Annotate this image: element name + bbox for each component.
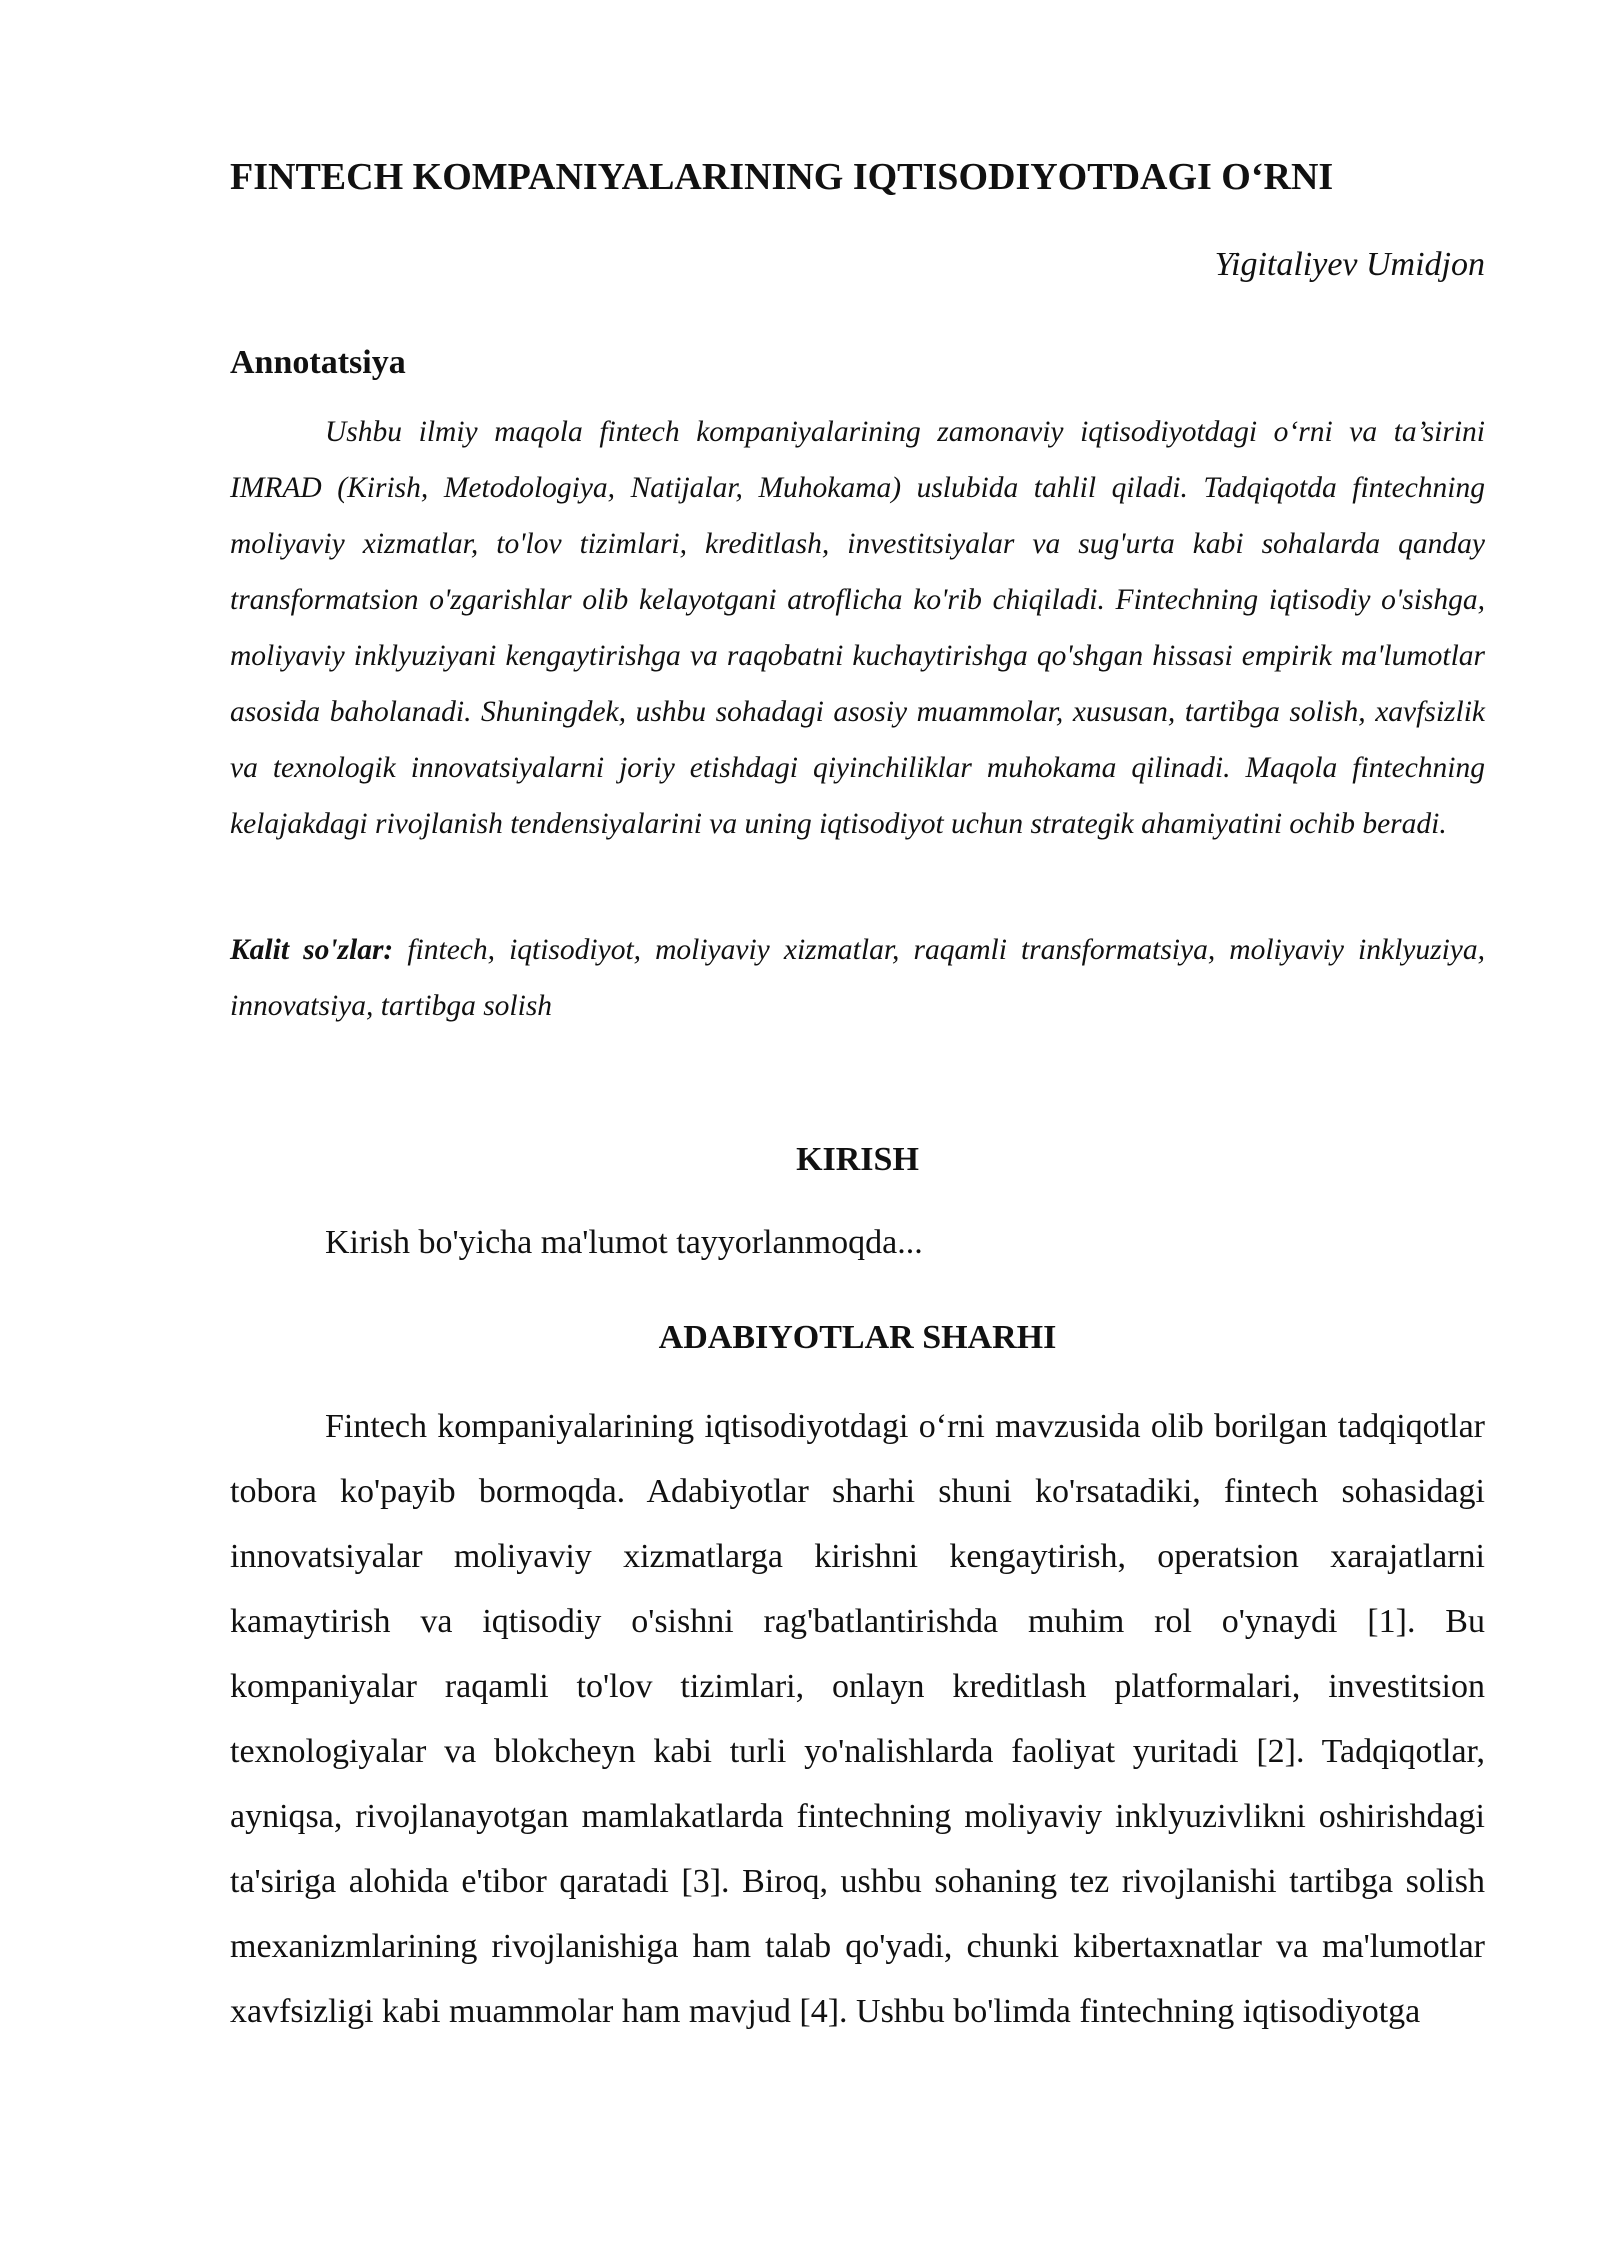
section-heading-kirish: KIRISH	[796, 1141, 919, 1178]
annotation-text: Ushbu ilmiy maqola fintech kompaniyalarining zamonaviy iqtisodiyotdagi o‘rni va ta’sirini IMRAD (Kirish, Metodologiya, Natijalar, Muhokama) uslubida tahlil qiladi. Tadqiqotda fintechning moliyaviy xizmatlar, to'lov tizimlari, kreditlash, investitsiyalar va sug'urta kabi sohalarda qanday transformatsion o'zgarishlar olib kelayotgani atroflicha ko'rib chiqiladi. Fintechning iqtisodiy o'sishga, moliyaviy inklyuziyani kengaytirishga va raqobatni kuchaytirishga qo'shgan hissasi empirik ma'lumotlar asosida baholanadi. Shuningdek, ushbu sohadagi asosiy muammolar, xususan, tartibga solish, xavfsizlik va texnologik innovatsiyalarni joriy etishdagi qiyinchiliklar muhokama qilinadi. Maqola fintechning kelajakdagi rivojlanish tendensiyalarini va uning iqtisodiyot uchun strategik ahamiyatini ochib beradi.	[230, 416, 1485, 840]
keywords-paragraph	[230, 922, 1485, 1034]
paper-title: FINTECH KOMPANIYALARINING IQTISODIYOTDAGI O‘RNI	[230, 156, 1334, 198]
keywords-text: fintech, iqtisodiyot, moliyaviy xizmatlar, raqamli transformatsiya, moliyaviy inklyuziya, innovatsiya, tartibga solish	[230, 934, 1486, 1022]
keywords-label: Kalit so'zlar:	[230, 934, 394, 966]
annotation-heading: Annotatsiya	[230, 344, 406, 381]
adabiyotlar-text: Fintech kompaniyalarining iqtisodiyotdagi o‘rni mavzusida olib borilgan tadqiqotlar tobora ko'payib bormoqda. Adabiyotlar sharhi shuni ko'rsatadiki, fintech sohasidagi innovatsiyalar moliyaviy xizmatlarga kirishni kengaytirish, operatsion xarajatlarni kamaytirish va iqtisodiy o'sishni rag'batlantirishda muhim rol o'ynaydi [1]. Bu kompaniyalar raqamli to'lov tizimlari, onlayn kreditlash platformalari, investitsion texnologiyalar va blokcheyn kabi turli yo'nalishlarda faoliyat yuritadi [2]. Tadqiqotlar, ayniqsa, rivojlanayotgan mamlakatlarda fintechning moliyaviy inklyuzivlikni oshirishdagi ta'siriga alohida e'tibor qaratadi [3]. Biroq, ushbu sohaning tez rivojlanishi tartibga solish mexanizmlarining rivojlanishiga ham talab qo'yadi, chunki kibertaxnatlar va ma'lumotlar xavfsizligi kabi muammolar ham mavjud [4]. Ushbu bo'limda fintechning iqtisodiyotga	[230, 1408, 1485, 2030]
author-name: Yigitaliyev Umidjon	[1214, 246, 1485, 283]
section-heading-adabiyotlar: ADABIYOTLAR SHARHI	[658, 1319, 1057, 1356]
kirish-text: Kirish bo'yicha ma'lumot tayyorlanmoqda...	[325, 1224, 923, 1261]
